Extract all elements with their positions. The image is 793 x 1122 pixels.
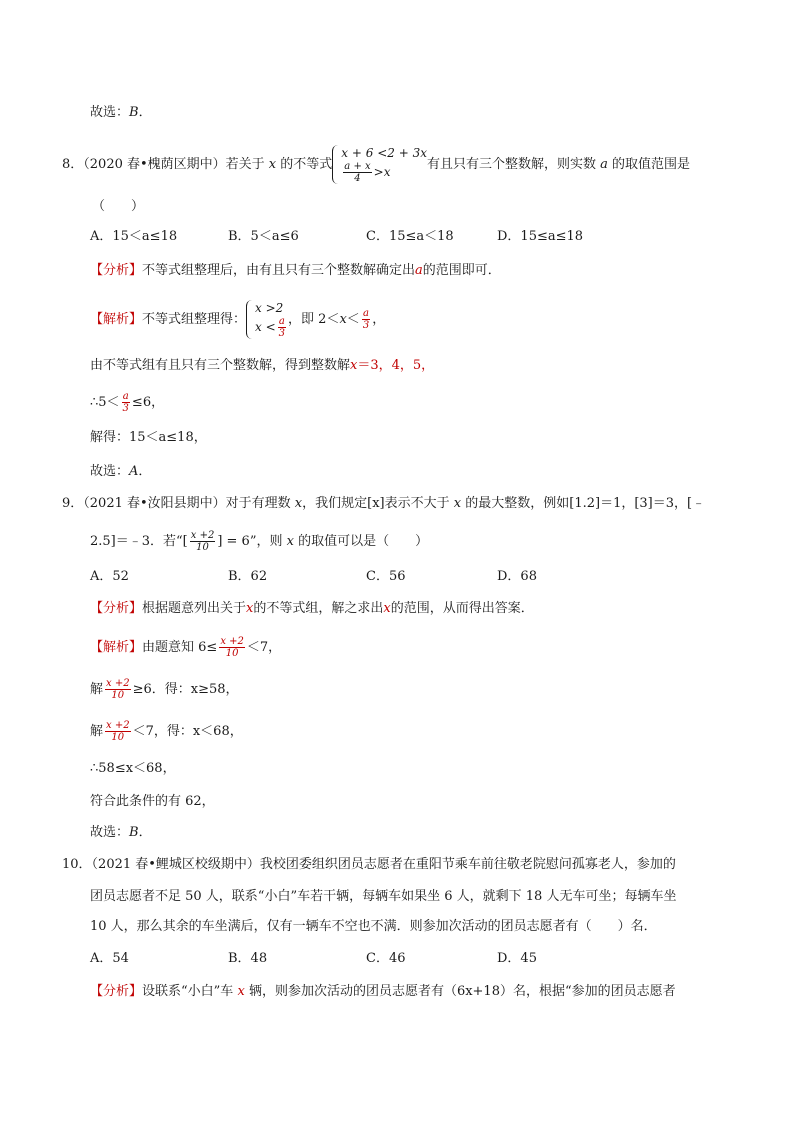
q9-analysis: 【分析】根据题意列出关于x的不等式组，解之求出x的范围，从而得出答案．	[90, 601, 534, 616]
question-10-stem-1: 10．（2021 春•鲤城区校级期中）我校团委组织团员志愿者在重阳节乘车前往敬老院慰问孤寡老人，参加的	[62, 857, 676, 872]
q9-solution-line-3: 解 $\frac{x +2}{10}$ ＜7，得：x＜68，	[90, 720, 243, 743]
q9-solution-line-6: 故选：B．	[90, 825, 152, 840]
q9-solution-line-4: ∴58≤x＜68，	[90, 761, 176, 776]
q10-option-d: D．45	[497, 951, 537, 966]
q9-option-b: B．62	[228, 569, 268, 584]
q8-solution-system: x >2 x < $\frac{a}{3}$	[246, 300, 288, 339]
q10-analysis: 【分析】设联系“小白”车 x 辆，则参加次活动的团员志愿者有（6x+18）名，根据“参加的团员志愿者	[90, 984, 676, 999]
q9-option-d: D．68	[497, 569, 537, 584]
q8-option-b: B．5＜a≤6	[228, 229, 299, 244]
q9-option-c: C．56	[366, 569, 406, 584]
question-10-stem-3: 10 人，那么其余的车坐满后，仅有一辆车不空也不满．则参加次活动的团员志愿者有（ ）名．	[90, 919, 657, 934]
q8-option-d: D．15≤a≤18	[497, 229, 584, 244]
q8-solution-line-5: 故选：A．	[90, 464, 152, 479]
prev-answer-line: 故选：B．	[90, 105, 152, 120]
q9-option-a: A．52	[90, 569, 129, 584]
q9-solution-line-2: 解 $\frac{x +2}{10}$ ≥6．得：x≥58，	[90, 678, 239, 701]
q9-solution-line-5: 符合此条件的有 62，	[90, 794, 215, 809]
q9-solution-line-1: 【解析】由题意知 6≤ $\frac{x +2}{10}$ ＜7，	[90, 636, 282, 659]
q8-option-a: A．15＜a≤18	[90, 229, 178, 244]
q8-solution-line-2: 由不等式组有且只有三个整数解，得到整数解x＝3，4，5，	[90, 358, 435, 373]
question-9-stem-1: 9．（2021 春•汝阳县期中）对于有理数 x，我们规定[x]表示不大于 x 的最大整数，例如[1.2]＝1，[3]＝3，[﹣	[62, 496, 706, 511]
q8-solution-line-3: ∴5＜ $\frac{a}{3}$ ≤6，	[90, 391, 165, 414]
q8-option-c: C．15≤a＜18	[366, 229, 454, 244]
question-10-stem-2: 团员志愿者不足 50 人，联系“小白”车若干辆，每辆车如果坐 6 人，就剩下 18 人无车可坐；每辆车坐	[90, 889, 677, 904]
question-8-bracket: （ ）	[92, 199, 145, 214]
q8-analysis: 【分析】不等式组整理后，由有且只有三个整数解确定出a的范围即可．	[90, 263, 501, 278]
q10-option-b: B．48	[228, 951, 268, 966]
q8-solution-line-4: 解得：15＜a≤18，	[90, 430, 207, 445]
inequality-system: x + 6 <2 + 3x $\frac{a + x}{4}$ >x	[332, 145, 427, 184]
question-9-stem-2: 2.5]＝﹣3．若“[ $\frac{x +2}{10}$ ] = 6”，则 x 的取值可以是（ ）	[90, 530, 429, 553]
q10-option-a: A．54	[90, 951, 129, 966]
q8-solution-line-1: 【解析】不等式组整理得： x >2 x < $\frac{a}{3}$ ，即 2＜x＜ $\frac{a}{3}$ ，	[90, 301, 386, 339]
q10-option-c: C．46	[366, 951, 406, 966]
question-8-stem: 8．（2020 春•槐荫区期中）若关于 x 的不等式 x + 6 <2 + 3x $\frac{a + x}{4}$ >x 有且只有三个整数解，则实数 a 的取值范围是	[62, 146, 691, 184]
